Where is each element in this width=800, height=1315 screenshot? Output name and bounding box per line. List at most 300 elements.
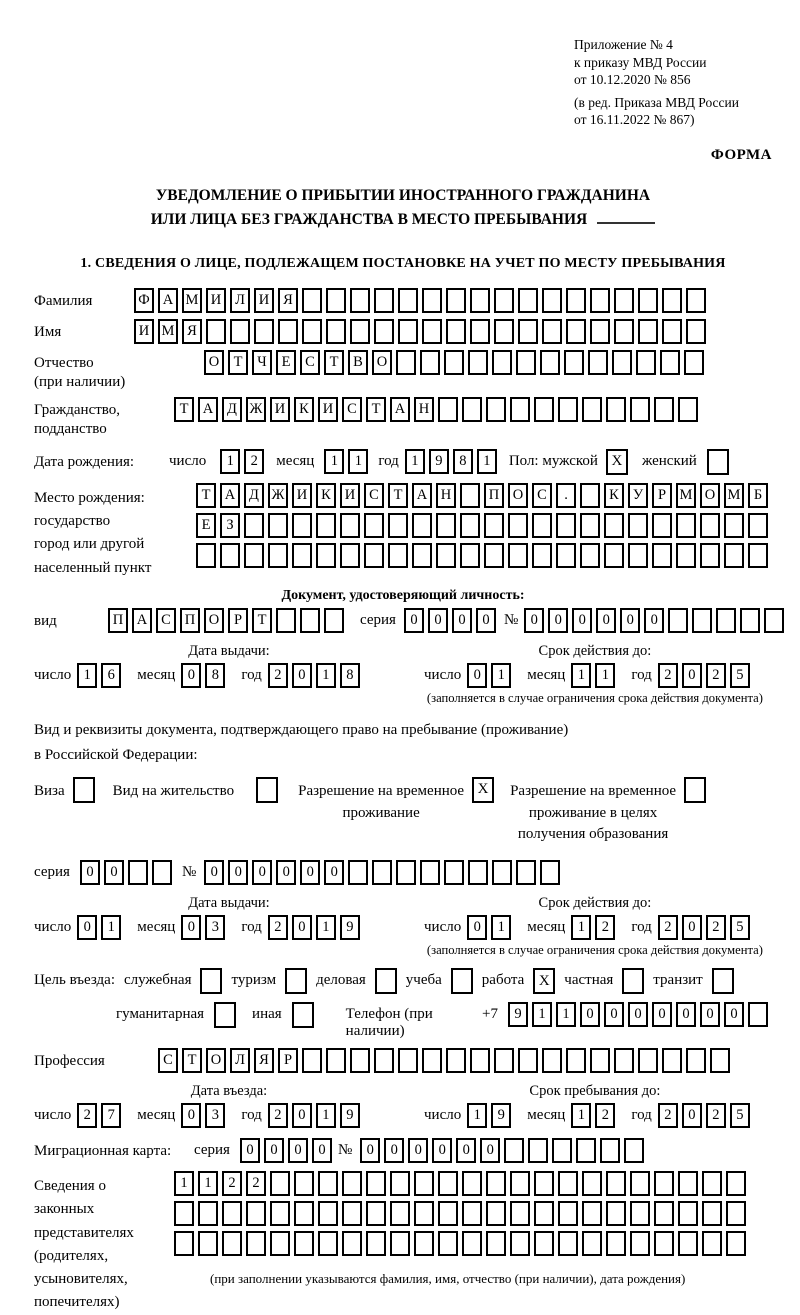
char-box[interactable]: О xyxy=(700,483,720,508)
char-box[interactable]: 8 xyxy=(453,449,473,474)
char-box[interactable]: 0 xyxy=(480,1138,500,1163)
char-box[interactable]: 1 xyxy=(405,449,425,474)
char-box[interactable]: 0 xyxy=(682,663,702,688)
char-box[interactable]: 0 xyxy=(700,1002,720,1027)
char-box[interactable]: 2 xyxy=(268,915,288,940)
char-box[interactable] xyxy=(422,288,442,313)
char-box[interactable]: 0 xyxy=(80,860,100,885)
char-box[interactable]: К xyxy=(294,397,314,422)
char-box[interactable] xyxy=(654,397,674,422)
char-box[interactable]: Т xyxy=(228,350,248,375)
char-box[interactable]: 0 xyxy=(676,1002,696,1027)
char-box[interactable]: И xyxy=(318,397,338,422)
char-box[interactable] xyxy=(414,1201,434,1226)
char-box[interactable] xyxy=(510,1231,530,1256)
char-box[interactable] xyxy=(460,513,480,538)
char-box[interactable]: Е xyxy=(196,513,216,538)
char-box[interactable] xyxy=(220,543,240,568)
char-box[interactable]: 2 xyxy=(706,915,726,940)
char-box[interactable] xyxy=(342,1171,362,1196)
char-box[interactable]: 7 xyxy=(101,1103,121,1128)
char-box[interactable]: 2 xyxy=(222,1171,242,1196)
char-box[interactable] xyxy=(534,397,554,422)
char-box[interactable] xyxy=(438,397,458,422)
char-box[interactable] xyxy=(446,1048,466,1073)
char-box[interactable] xyxy=(492,860,512,885)
char-box[interactable] xyxy=(302,319,322,344)
char-box[interactable] xyxy=(326,319,346,344)
char-box[interactable]: И xyxy=(270,397,290,422)
char-box[interactable]: 1 xyxy=(556,1002,576,1027)
gender-female-checkbox[interactable] xyxy=(707,449,729,475)
char-box[interactable] xyxy=(508,513,528,538)
char-box[interactable] xyxy=(494,1048,514,1073)
char-box[interactable] xyxy=(652,543,672,568)
char-box[interactable]: В xyxy=(348,350,368,375)
char-box[interactable] xyxy=(278,319,298,344)
char-box[interactable]: 6 xyxy=(101,663,121,688)
char-box[interactable]: 1 xyxy=(316,915,336,940)
char-box[interactable]: О xyxy=(204,350,224,375)
char-box[interactable]: С xyxy=(364,483,384,508)
char-box[interactable] xyxy=(222,1201,242,1226)
char-box[interactable] xyxy=(444,860,464,885)
char-box[interactable] xyxy=(470,288,490,313)
char-box[interactable] xyxy=(340,513,360,538)
char-box[interactable] xyxy=(518,319,538,344)
char-box[interactable] xyxy=(390,1171,410,1196)
char-box[interactable] xyxy=(660,350,680,375)
char-box[interactable] xyxy=(318,1201,338,1226)
char-box[interactable]: А xyxy=(220,483,240,508)
char-box[interactable]: А xyxy=(390,397,410,422)
char-box[interactable] xyxy=(508,543,528,568)
char-box[interactable] xyxy=(398,319,418,344)
char-box[interactable] xyxy=(764,608,784,633)
char-box[interactable]: 0 xyxy=(456,1138,476,1163)
char-box[interactable] xyxy=(662,319,682,344)
char-box[interactable]: И xyxy=(340,483,360,508)
char-box[interactable]: 2 xyxy=(595,1103,615,1128)
char-box[interactable] xyxy=(302,1048,322,1073)
char-box[interactable] xyxy=(492,350,512,375)
char-box[interactable] xyxy=(748,543,768,568)
char-box[interactable]: 0 xyxy=(682,915,702,940)
char-box[interactable]: 0 xyxy=(181,1103,201,1128)
char-box[interactable]: 0 xyxy=(300,860,320,885)
char-box[interactable] xyxy=(606,1231,626,1256)
char-box[interactable]: 2 xyxy=(658,915,678,940)
char-box[interactable] xyxy=(542,288,562,313)
char-box[interactable]: П xyxy=(108,608,128,633)
char-box[interactable]: И xyxy=(292,483,312,508)
char-box[interactable] xyxy=(576,1138,596,1163)
char-box[interactable]: 0 xyxy=(467,915,487,940)
purpose-study-checkbox[interactable] xyxy=(451,968,473,994)
char-box[interactable] xyxy=(396,860,416,885)
char-box[interactable]: М xyxy=(182,288,202,313)
char-box[interactable] xyxy=(468,860,488,885)
char-box[interactable]: 0 xyxy=(240,1138,260,1163)
char-box[interactable]: 0 xyxy=(682,1103,702,1128)
char-box[interactable] xyxy=(518,1048,538,1073)
char-box[interactable]: 2 xyxy=(658,1103,678,1128)
char-box[interactable]: . xyxy=(556,483,576,508)
char-box[interactable] xyxy=(484,543,504,568)
char-box[interactable]: П xyxy=(180,608,200,633)
char-box[interactable] xyxy=(702,1231,722,1256)
char-box[interactable]: 9 xyxy=(429,449,449,474)
char-box[interactable] xyxy=(654,1201,674,1226)
char-box[interactable]: 0 xyxy=(228,860,248,885)
residence-permit-checkbox[interactable] xyxy=(256,777,278,803)
char-box[interactable]: 1 xyxy=(101,915,121,940)
char-box[interactable] xyxy=(198,1231,218,1256)
char-box[interactable] xyxy=(582,1171,602,1196)
char-box[interactable] xyxy=(414,1231,434,1256)
char-box[interactable] xyxy=(364,513,384,538)
char-box[interactable] xyxy=(628,543,648,568)
char-box[interactable]: Т xyxy=(182,1048,202,1073)
char-box[interactable]: С xyxy=(342,397,362,422)
char-box[interactable]: С xyxy=(532,483,552,508)
char-box[interactable]: 9 xyxy=(340,1103,360,1128)
purpose-humanitarian-checkbox[interactable] xyxy=(214,1002,236,1028)
char-box[interactable]: Я xyxy=(182,319,202,344)
char-box[interactable] xyxy=(350,1048,370,1073)
char-box[interactable]: З xyxy=(220,513,240,538)
char-box[interactable] xyxy=(534,1201,554,1226)
char-box[interactable]: 2 xyxy=(268,663,288,688)
char-box[interactable]: 0 xyxy=(476,608,496,633)
char-box[interactable]: 1 xyxy=(595,663,615,688)
char-box[interactable] xyxy=(374,1048,394,1073)
char-box[interactable]: 0 xyxy=(724,1002,744,1027)
char-box[interactable] xyxy=(624,1138,644,1163)
char-box[interactable]: Н xyxy=(436,483,456,508)
char-box[interactable]: М xyxy=(676,483,696,508)
char-box[interactable] xyxy=(422,319,442,344)
char-box[interactable] xyxy=(532,543,552,568)
char-box[interactable] xyxy=(686,288,706,313)
char-box[interactable]: 2 xyxy=(246,1171,266,1196)
char-box[interactable] xyxy=(470,1048,490,1073)
char-box[interactable]: 0 xyxy=(252,860,272,885)
char-box[interactable] xyxy=(244,513,264,538)
char-box[interactable]: Ж xyxy=(246,397,266,422)
char-box[interactable] xyxy=(246,1201,266,1226)
char-box[interactable]: 0 xyxy=(644,608,664,633)
char-box[interactable] xyxy=(678,1201,698,1226)
char-box[interactable]: 0 xyxy=(292,663,312,688)
char-box[interactable] xyxy=(628,513,648,538)
char-box[interactable]: Ж xyxy=(268,483,288,508)
purpose-private-checkbox[interactable] xyxy=(622,968,644,994)
char-box[interactable]: 1 xyxy=(571,1103,591,1128)
char-box[interactable] xyxy=(246,1231,266,1256)
char-box[interactable]: О xyxy=(204,608,224,633)
char-box[interactable] xyxy=(294,1171,314,1196)
char-box[interactable] xyxy=(438,1171,458,1196)
char-box[interactable] xyxy=(636,350,656,375)
char-box[interactable] xyxy=(486,1201,506,1226)
char-box[interactable] xyxy=(542,1048,562,1073)
char-box[interactable] xyxy=(268,513,288,538)
char-box[interactable] xyxy=(686,1048,706,1073)
char-box[interactable] xyxy=(600,1138,620,1163)
char-box[interactable] xyxy=(484,513,504,538)
char-box[interactable] xyxy=(462,1201,482,1226)
char-box[interactable] xyxy=(292,543,312,568)
char-box[interactable]: 1 xyxy=(571,663,591,688)
char-box[interactable] xyxy=(582,1231,602,1256)
char-box[interactable] xyxy=(510,1171,530,1196)
char-box[interactable] xyxy=(350,288,370,313)
char-box[interactable] xyxy=(724,513,744,538)
char-box[interactable]: 0 xyxy=(580,1002,600,1027)
char-box[interactable] xyxy=(552,1138,572,1163)
char-box[interactable] xyxy=(324,608,344,633)
char-box[interactable] xyxy=(516,860,536,885)
char-box[interactable]: 2 xyxy=(268,1103,288,1128)
char-box[interactable] xyxy=(316,543,336,568)
char-box[interactable] xyxy=(396,350,416,375)
char-box[interactable] xyxy=(566,1048,586,1073)
char-box[interactable]: К xyxy=(604,483,624,508)
char-box[interactable] xyxy=(724,543,744,568)
char-box[interactable]: Р xyxy=(278,1048,298,1073)
char-box[interactable]: Е xyxy=(276,350,296,375)
char-box[interactable] xyxy=(414,1171,434,1196)
char-box[interactable]: 0 xyxy=(77,915,97,940)
char-box[interactable] xyxy=(582,397,602,422)
char-box[interactable] xyxy=(534,1171,554,1196)
char-box[interactable] xyxy=(748,513,768,538)
char-box[interactable] xyxy=(638,319,658,344)
char-box[interactable]: И xyxy=(254,288,274,313)
char-box[interactable] xyxy=(198,1201,218,1226)
char-box[interactable] xyxy=(390,1201,410,1226)
char-box[interactable] xyxy=(302,288,322,313)
char-box[interactable]: Ч xyxy=(252,350,272,375)
char-box[interactable]: Н xyxy=(414,397,434,422)
char-box[interactable]: 2 xyxy=(706,663,726,688)
char-box[interactable] xyxy=(388,543,408,568)
char-box[interactable] xyxy=(558,1171,578,1196)
char-box[interactable] xyxy=(678,397,698,422)
char-box[interactable]: 0 xyxy=(467,663,487,688)
char-box[interactable]: 0 xyxy=(324,860,344,885)
char-box[interactable] xyxy=(326,288,346,313)
char-box[interactable] xyxy=(564,350,584,375)
char-box[interactable]: 1 xyxy=(467,1103,487,1128)
char-box[interactable]: А xyxy=(158,288,178,313)
char-box[interactable] xyxy=(486,397,506,422)
char-box[interactable] xyxy=(446,288,466,313)
char-box[interactable] xyxy=(438,1231,458,1256)
char-box[interactable] xyxy=(446,319,466,344)
char-box[interactable] xyxy=(534,1231,554,1256)
char-box[interactable]: О xyxy=(508,483,528,508)
char-box[interactable] xyxy=(152,860,172,885)
char-box[interactable] xyxy=(614,288,634,313)
char-box[interactable] xyxy=(460,543,480,568)
char-box[interactable] xyxy=(566,319,586,344)
char-box[interactable] xyxy=(692,608,712,633)
char-box[interactable] xyxy=(716,608,736,633)
char-box[interactable] xyxy=(486,1171,506,1196)
char-box[interactable] xyxy=(174,1201,194,1226)
purpose-official-checkbox[interactable] xyxy=(200,968,222,994)
char-box[interactable] xyxy=(700,513,720,538)
char-box[interactable]: 1 xyxy=(77,663,97,688)
char-box[interactable]: 0 xyxy=(181,663,201,688)
gender-male-checkbox[interactable]: X xyxy=(606,449,628,475)
char-box[interactable] xyxy=(374,319,394,344)
char-box[interactable] xyxy=(556,543,576,568)
char-box[interactable]: 1 xyxy=(477,449,497,474)
char-box[interactable] xyxy=(468,350,488,375)
char-box[interactable]: 0 xyxy=(628,1002,648,1027)
char-box[interactable] xyxy=(318,1171,338,1196)
char-box[interactable] xyxy=(654,1171,674,1196)
char-box[interactable] xyxy=(270,1231,290,1256)
char-box[interactable]: 1 xyxy=(316,663,336,688)
char-box[interactable] xyxy=(606,1201,626,1226)
char-box[interactable] xyxy=(486,1231,506,1256)
char-box[interactable]: М xyxy=(158,319,178,344)
char-box[interactable] xyxy=(436,513,456,538)
char-box[interactable] xyxy=(748,1002,768,1027)
char-box[interactable]: 0 xyxy=(620,608,640,633)
char-box[interactable]: 0 xyxy=(428,608,448,633)
char-box[interactable] xyxy=(326,1048,346,1073)
char-box[interactable] xyxy=(318,1231,338,1256)
char-box[interactable] xyxy=(128,860,148,885)
purpose-tourism-checkbox[interactable] xyxy=(285,968,307,994)
char-box[interactable] xyxy=(566,288,586,313)
char-box[interactable]: А xyxy=(412,483,432,508)
char-box[interactable] xyxy=(540,350,560,375)
char-box[interactable] xyxy=(270,1201,290,1226)
char-box[interactable]: Т xyxy=(324,350,344,375)
char-box[interactable]: 0 xyxy=(360,1138,380,1163)
char-box[interactable]: 0 xyxy=(604,1002,624,1027)
char-box[interactable] xyxy=(580,513,600,538)
char-box[interactable] xyxy=(364,543,384,568)
char-box[interactable] xyxy=(612,350,632,375)
char-box[interactable] xyxy=(244,543,264,568)
char-box[interactable]: И xyxy=(134,319,154,344)
char-box[interactable]: 1 xyxy=(324,449,344,474)
char-box[interactable]: 1 xyxy=(198,1171,218,1196)
char-box[interactable]: 0 xyxy=(572,608,592,633)
char-box[interactable] xyxy=(590,1048,610,1073)
char-box[interactable]: Л xyxy=(230,288,250,313)
char-box[interactable]: 0 xyxy=(408,1138,428,1163)
char-box[interactable]: Я xyxy=(254,1048,274,1073)
char-box[interactable]: 2 xyxy=(706,1103,726,1128)
char-box[interactable]: С xyxy=(158,1048,178,1073)
char-box[interactable]: 2 xyxy=(77,1103,97,1128)
char-box[interactable] xyxy=(558,1201,578,1226)
char-box[interactable] xyxy=(528,1138,548,1163)
char-box[interactable]: И xyxy=(206,288,226,313)
char-box[interactable] xyxy=(726,1171,746,1196)
char-box[interactable]: 0 xyxy=(292,1103,312,1128)
char-box[interactable] xyxy=(604,513,624,538)
char-box[interactable] xyxy=(700,543,720,568)
char-box[interactable]: 0 xyxy=(288,1138,308,1163)
char-box[interactable] xyxy=(654,1231,674,1256)
char-box[interactable]: Д xyxy=(244,483,264,508)
char-box[interactable]: А xyxy=(198,397,218,422)
visa-checkbox[interactable] xyxy=(73,777,95,803)
char-box[interactable] xyxy=(510,397,530,422)
char-box[interactable]: 0 xyxy=(292,915,312,940)
char-box[interactable]: 1 xyxy=(532,1002,552,1027)
char-box[interactable]: 0 xyxy=(524,608,544,633)
char-box[interactable]: 0 xyxy=(104,860,124,885)
char-box[interactable]: 0 xyxy=(596,608,616,633)
char-box[interactable] xyxy=(668,608,688,633)
char-box[interactable]: 0 xyxy=(548,608,568,633)
char-box[interactable]: Р xyxy=(228,608,248,633)
char-box[interactable] xyxy=(630,1171,650,1196)
char-box[interactable]: Л xyxy=(230,1048,250,1073)
purpose-business-checkbox[interactable] xyxy=(375,968,397,994)
char-box[interactable] xyxy=(348,860,368,885)
char-box[interactable]: 5 xyxy=(730,915,750,940)
char-box[interactable] xyxy=(702,1171,722,1196)
char-box[interactable] xyxy=(436,543,456,568)
char-box[interactable]: Д xyxy=(222,397,242,422)
char-box[interactable] xyxy=(510,1201,530,1226)
char-box[interactable]: 2 xyxy=(595,915,615,940)
char-box[interactable] xyxy=(590,288,610,313)
char-box[interactable] xyxy=(270,1171,290,1196)
char-box[interactable] xyxy=(444,350,464,375)
char-box[interactable] xyxy=(516,350,536,375)
char-box[interactable] xyxy=(422,1048,442,1073)
char-box[interactable]: Т xyxy=(388,483,408,508)
char-box[interactable]: 0 xyxy=(276,860,296,885)
char-box[interactable] xyxy=(676,513,696,538)
char-box[interactable]: 0 xyxy=(432,1138,452,1163)
char-box[interactable] xyxy=(726,1231,746,1256)
char-box[interactable] xyxy=(230,319,250,344)
char-box[interactable] xyxy=(638,1048,658,1073)
char-box[interactable] xyxy=(388,513,408,538)
char-box[interactable] xyxy=(292,513,312,538)
char-box[interactable] xyxy=(678,1231,698,1256)
char-box[interactable] xyxy=(412,543,432,568)
char-box[interactable] xyxy=(580,483,600,508)
char-box[interactable] xyxy=(460,483,480,508)
char-box[interactable] xyxy=(582,1201,602,1226)
char-box[interactable] xyxy=(588,350,608,375)
char-box[interactable]: 0 xyxy=(452,608,472,633)
char-box[interactable]: М xyxy=(724,483,744,508)
char-box[interactable]: 0 xyxy=(404,608,424,633)
char-box[interactable] xyxy=(294,1201,314,1226)
char-box[interactable] xyxy=(604,543,624,568)
char-box[interactable] xyxy=(366,1201,386,1226)
char-box[interactable]: 3 xyxy=(205,1103,225,1128)
char-box[interactable] xyxy=(438,1201,458,1226)
char-box[interactable] xyxy=(206,319,226,344)
char-box[interactable] xyxy=(638,288,658,313)
